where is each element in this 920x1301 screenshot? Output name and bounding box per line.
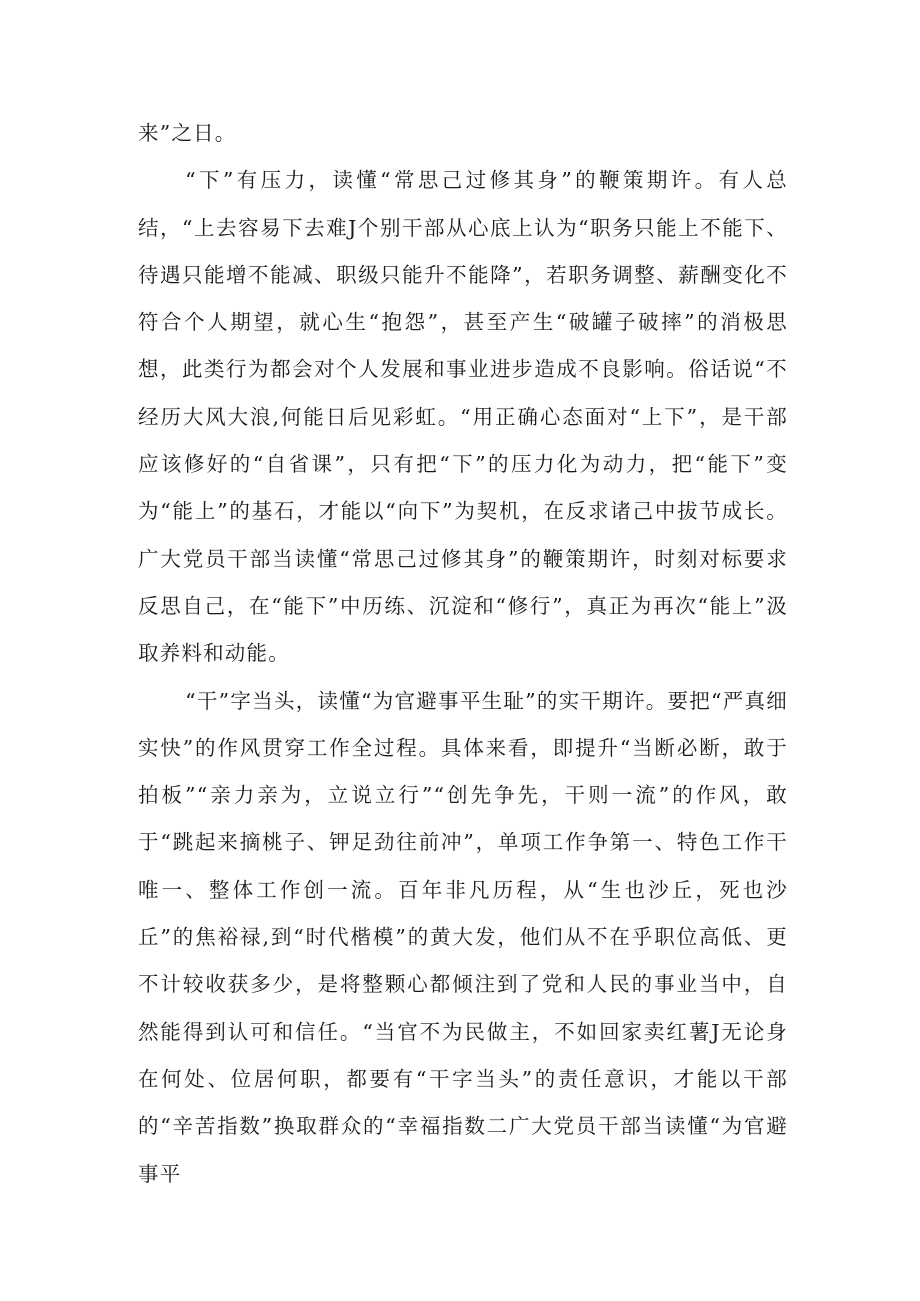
paragraph-continuation: 来”之日。: [138, 121, 237, 145]
paragraph-xia-pressure: “下”有压力，读懂“常思己过修其身”的鞭策期许。有人总结，“上去容易下去难J个别干部从心底上认为“职务只能上不能下、待遇只能增不能减、职级只能升不能降”，若职务调整、薪酬变化不符合个人期望，就心生“抱怨”，甚至产生“破罐子破摔”的消极思想，此类行为都会对个人发展和事业进步造成不良影响。俗话说“不经历大风大浪,何能日后见彩虹。“用正确心态面对“上下”，是干部应该修好的“自省课”，只有把“下”的压力化为动力，把“能下”变为“能上”的基石，才能以“向下”为契机，在反求诸己中拔节成长。广大党员干部当读懂“常思己过修其身”的鞭策期许，时刻对标要求反思自己，在“能下”中历练、沉淀和“修行”，真正为再次“能上”汲取养料和动能。: [138, 168, 788, 666]
document-body: [138, 110, 788, 1198]
paragraph-gan-first: “干”字当头，读懂“为官避事平生耻”的实干期许。要把“严真细实快”的作风贯穿工作全过程。具体来看，即提升“当断必断，敢于拍板”“亲力亲为，立说立行”“创先争先，干则一流”的作风，敢于“跳起来摘桃子、钾足劲往前冲”，单项工作争第一、特色工作干唯一、整体工作创一流。百年非凡历程，从“生也沙丘，死也沙丘”的焦裕禄,到“时代楷模”的黄大发，他们从不在乎职位高低、更不计较收获多少，是将整颗心都倾注到了党和人民的事业当中，自然能得到认可和信任。“当官不为民做主，不如回家卖红薯J无论身在何处、位居何职，都要有“干字当头”的责任意识，才能以干部的“辛苦指数”换取群众的“幸福指数二广大党员干部当读懂“为官避事平: [138, 688, 788, 1186]
